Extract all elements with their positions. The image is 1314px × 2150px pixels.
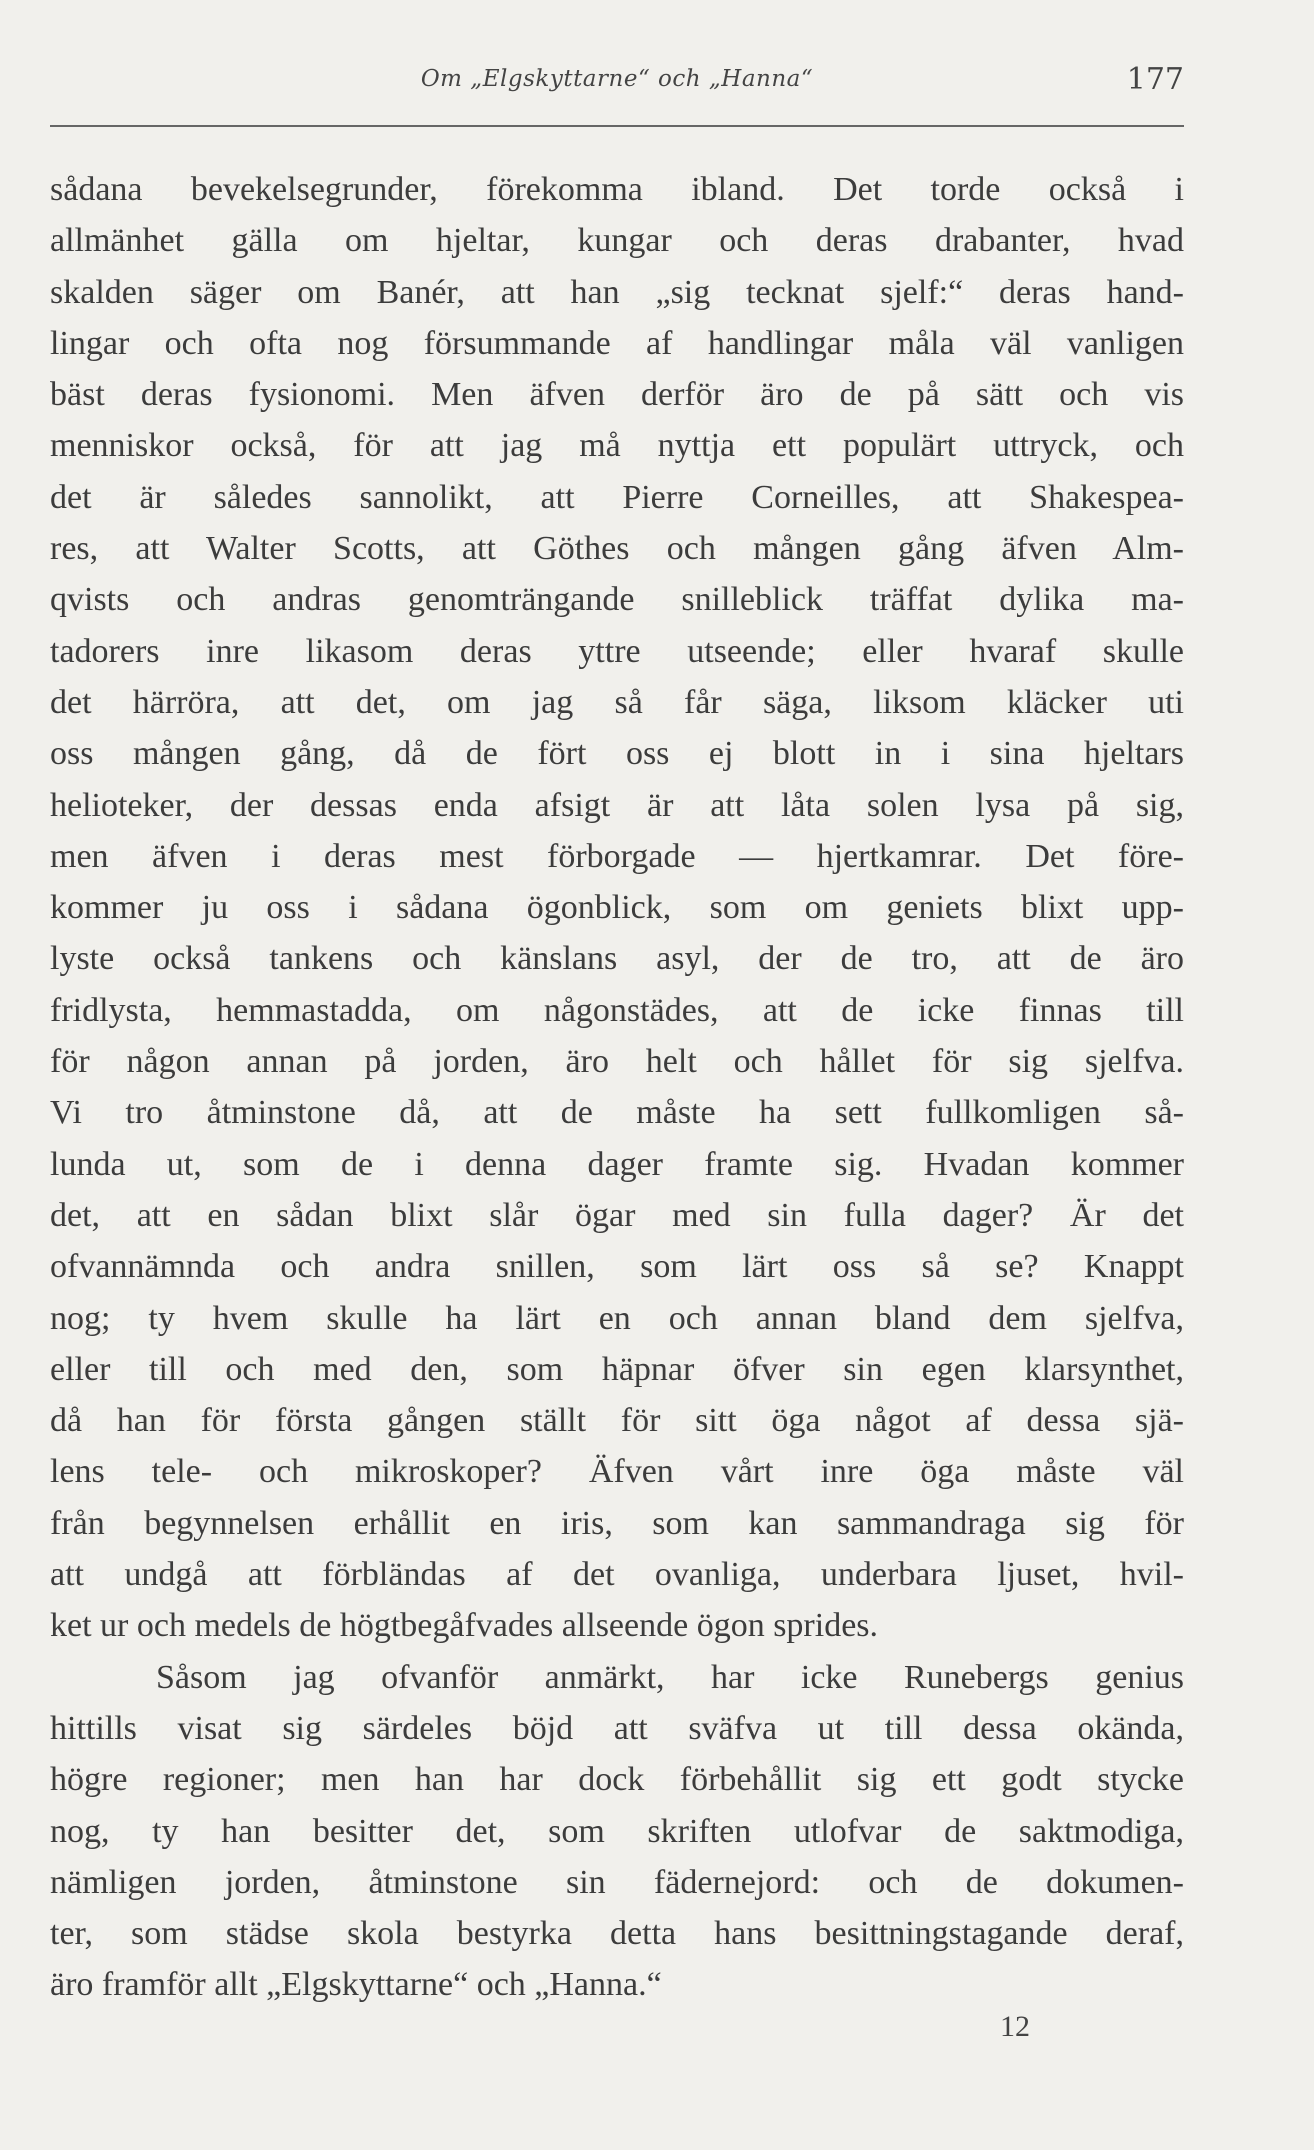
text-line: det är således sannolikt, att Pierre Corneilles, att Shakespea-	[50, 478, 1184, 516]
text-line: res, att Walter Scotts, att Göthes och mången gång äfven Alm-	[50, 530, 1184, 568]
text-line: kommer ju oss i sådana ögonblick, som om geniets blixt upp-	[50, 889, 1184, 927]
page-number: 177	[1126, 62, 1184, 97]
text-line: eller till och med den, som häpnar öfver sin egen klarsynthet,	[50, 1350, 1184, 1388]
book-page	[50, 0, 1184, 2150]
text-line: nog, ty han besitter det, som skriften utlofvar de saktmodiga,	[50, 1812, 1184, 1850]
text-line: ket ur och medels de högtbegåfvades allseende ögon sprides.	[50, 1607, 879, 1645]
text-line: lunda ut, som de i denna dager framte sig. Hvadan kommer	[50, 1145, 1184, 1183]
text-line: lens tele- och mikroskoper? Äfven vårt inre öga måste väl	[50, 1453, 1184, 1491]
running-head	[50, 62, 1184, 102]
text-line: skalden säger om Banér, att han „sig tecknat sjelf:“ deras hand-	[50, 273, 1184, 311]
text-line: qvists och andras genomträngande snilleblick träffat dylika ma-	[50, 581, 1184, 619]
body-text	[50, 164, 1184, 2011]
text-line: för någon annan på jorden, äro helt och hållet för sig sjelfva.	[50, 1043, 1184, 1081]
text-line: oss mången gång, då de fört oss ej blott in i sina hjeltars	[50, 735, 1184, 773]
text-line: från begynnelsen erhållit en iris, som kan sammandraga sig för	[50, 1504, 1184, 1542]
header-rule	[50, 125, 1184, 127]
text-line: fridlysta, hemmastadda, om någonstädes, att de icke finnas till	[50, 991, 1184, 1029]
text-line: högre regioner; men han har dock förbehållit sig ett godt stycke	[50, 1761, 1184, 1799]
text-line: äro framför allt „Elgskyttarne“ och „Hanna.“	[50, 1966, 662, 2004]
text-line: sådana bevekelsegrunder, förekomma ibland. Det torde också i	[50, 171, 1184, 208]
text-line: menniskor också, för att jag må nyttja ett populärt uttryck, och	[50, 427, 1184, 465]
text-line: Vi tro åtminstone då, att de måste ha sett fullkomligen så-	[50, 1094, 1184, 1132]
text-line: nämligen jorden, åtminstone sin fädernejord: och de dokumen-	[50, 1863, 1184, 1901]
text-line: bäst deras fysionomi. Men äfven derför äro de på sätt och vis	[50, 376, 1184, 414]
text-line: det, att en sådan blixt slår ögar med sin fulla dager? Är det	[50, 1196, 1184, 1234]
signature-mark: 12	[1000, 2010, 1030, 2043]
text-line: men äfven i deras mest förborgade — hjertkamrar. Det före-	[50, 837, 1184, 875]
text-line: helioteker, der dessas enda afsigt är att låta solen lysa på sig,	[50, 786, 1184, 824]
text-line: ofvannämnda och andra snillen, som lärt oss så se? Knappt	[50, 1248, 1184, 1286]
text-line: Såsom jag ofvanför anmärkt, har icke Runebergs genius	[156, 1658, 1184, 1696]
text-line: tadorers inre likasom deras yttre utseende; eller hvaraf skulle	[50, 632, 1184, 670]
text-line: nog; ty hvem skulle ha lärt en och annan bland dem sjelfva,	[50, 1299, 1184, 1337]
text-line: att undgå att förbländas af det ovanliga, underbara ljuset, hvil-	[50, 1556, 1184, 1594]
running-title: Om „Elgskyttarne“ och „Hanna“	[420, 66, 814, 92]
text-line: det härröra, att det, om jag så får säga, liksom kläcker uti	[50, 683, 1184, 721]
text-line: allmänhet gälla om hjeltar, kungar och deras drabanter, hvad	[50, 222, 1184, 260]
text-line: hittills visat sig särdeles böjd att sväfva ut till dessa okända,	[50, 1709, 1184, 1747]
text-line: då han för första gången ställt för sitt öga något af dessa sjä-	[50, 1402, 1184, 1440]
text-line: lingar och ofta nog försummande af handlingar måla väl vanligen	[50, 324, 1184, 362]
text-line: lyste också tankens och känslans asyl, der de tro, att de äro	[50, 940, 1184, 978]
text-line: ter, som städse skola bestyrka detta hans besittningstagande deraf,	[50, 1915, 1184, 1953]
